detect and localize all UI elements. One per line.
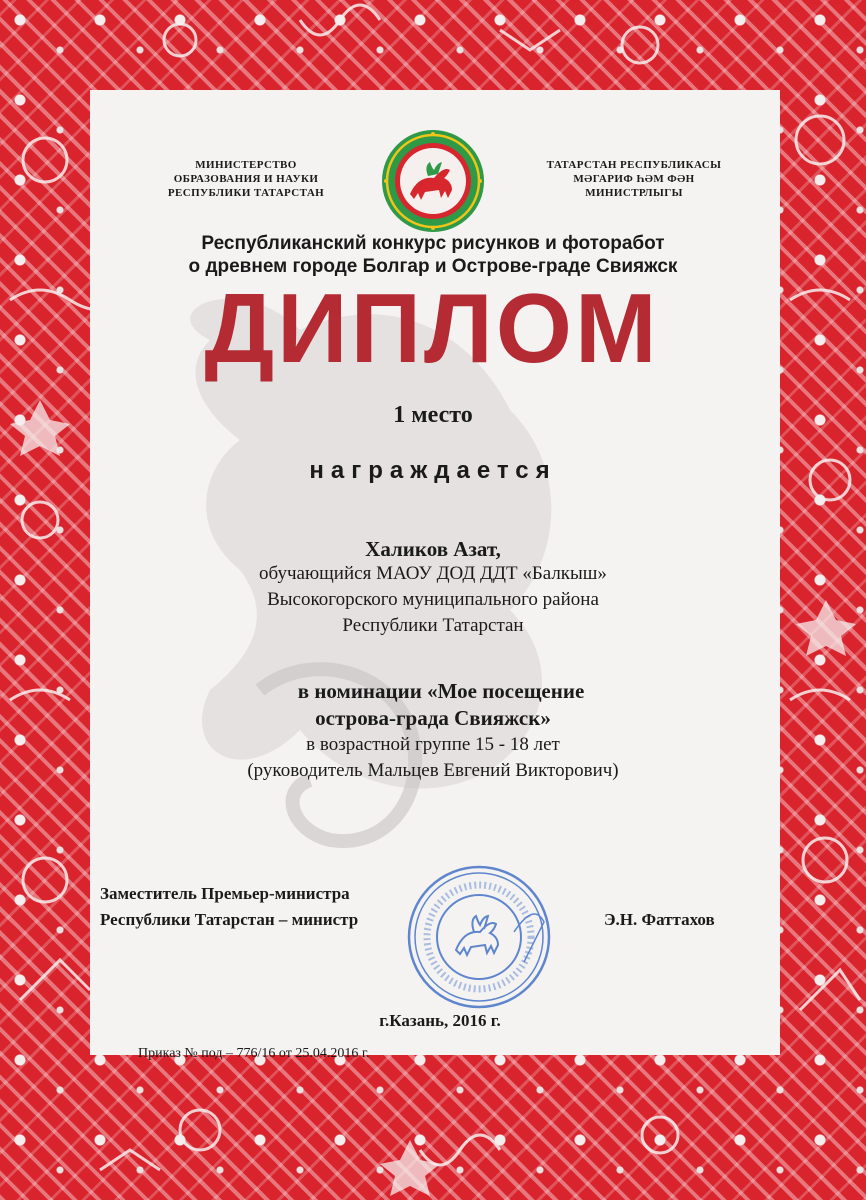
place-and-year: г.Казань, 2016 г. <box>379 1011 501 1030</box>
official-stamp-icon <box>404 862 554 1012</box>
ministry-ru-line: ОБРАЗОВАНИЯ И НАУКИ <box>173 173 319 185</box>
ministry-ru-line: РЕСПУБЛИКИ ТАТАРСТАН <box>167 187 325 199</box>
recipient-school: обучающийся МАОУ ДОД ДДТ «Балкыш» <box>259 563 607 584</box>
age-group: в возрастной группе 15 - 18 лет <box>306 734 560 755</box>
recipient-district: Высокогорского муниципального района <box>267 589 599 610</box>
ministry-ru-block <box>168 158 324 200</box>
awarded-label: награждается <box>309 457 557 484</box>
ministry-tt-block <box>547 158 722 200</box>
contest-title-line2: о древнем городе Болгар и Острове-граде Свияжск <box>188 256 678 277</box>
nomination-line1: в номинации «Мое посещение <box>297 679 585 703</box>
recipient-name: Халиков Азат, <box>365 537 501 561</box>
ministry-tt-line: МӘГАРИФ ҺӘМ ФӘН <box>573 173 695 185</box>
ministry-tt-line: ТАТАРСТАН РЕСПУБЛИКАСЫ <box>546 159 722 171</box>
ministry-ru-line: МИНИСТЕРСТВО <box>195 159 297 171</box>
contest-title-line1: Республиканский конкурс рисунков и фоторабот <box>201 233 665 254</box>
nomination-line2: острова-града Свияжск» <box>315 706 551 730</box>
order-reference: Приказ № под – 776/16 от 25.04.2016 г. <box>138 1046 370 1061</box>
ministry-tt-line: МИНИСТРЛЫГЫ <box>585 187 683 199</box>
signer-position-line2: Республики Татарстан – министр <box>100 910 359 929</box>
signer-position-line1: Заместитель Премьер-министра <box>100 884 350 903</box>
place-label: 1 место <box>393 402 473 428</box>
tatarstan-coat-of-arms-icon <box>380 128 486 234</box>
recipient-republic: Республики Татарстан <box>342 615 524 636</box>
supervisor: (руководитель Мальцев Евгений Викторович) <box>247 760 619 781</box>
diploma-title: ДИПЛОМ <box>204 273 660 383</box>
signer-name: Э.Н. Фаттахов <box>604 910 715 929</box>
